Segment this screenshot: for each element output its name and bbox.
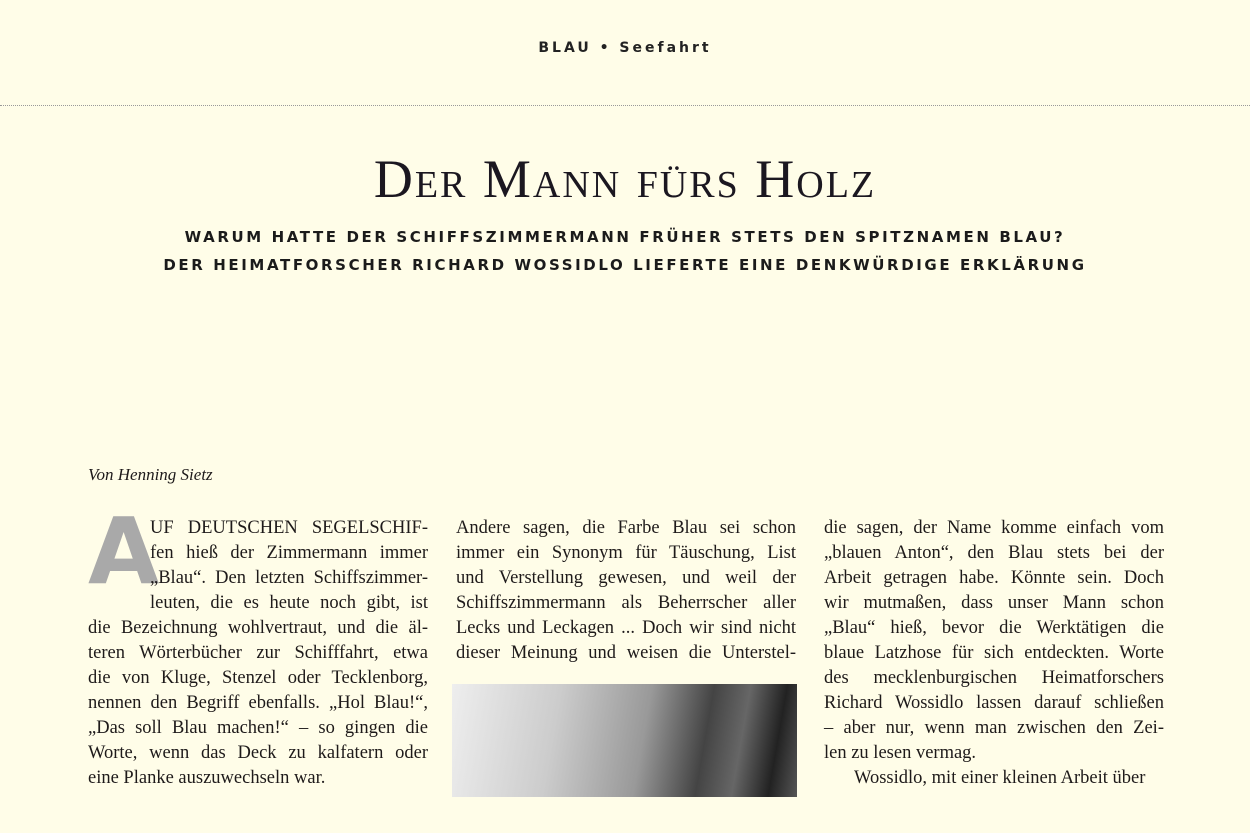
text-line: Lecks und Leckagen ... Doch wir sind nicht xyxy=(456,618,796,638)
article-title: Der Mann fürs Holz xyxy=(373,149,877,209)
text-line: „Blau“ hieß, bevor die Werktätigen die xyxy=(824,618,1164,638)
section-kicker: BLAU • Seefahrt xyxy=(538,40,712,56)
column-2 xyxy=(456,516,796,666)
text-line: len zu lesen vermag. xyxy=(824,743,977,763)
author-byline: Von Henning Sietz xyxy=(88,465,213,484)
text-line: Andere sagen, die Farbe Blau sei schon xyxy=(456,518,796,538)
text-line: Wossidlo, mit einer kleinen Arbeit über xyxy=(854,768,1146,788)
text-line: dieser Meinung und weisen die Unterstel- xyxy=(456,643,796,663)
text-line: nennen den Begriff ebenfalls. „Hol Blau!“, xyxy=(88,693,428,713)
text-line: „blauen Anton“, den Blau stets bei der xyxy=(824,543,1164,563)
text-line: UF DEUTSCHEN SEGELSCHIF- xyxy=(150,518,428,538)
text-line: blaue Latzhose für sich entdeckten. Worte xyxy=(824,643,1164,663)
text-line: des mecklenburgischen Heimatforschers xyxy=(824,668,1164,688)
text-line: und Verstellung gewesen, und weil der xyxy=(456,568,796,588)
text-line: die sagen, der Name komme einfach vom xyxy=(824,518,1164,538)
text-line: leuten, die es heute noch gibt, ist xyxy=(150,593,428,613)
text-line: fen hieß der Zimmermann immer xyxy=(150,543,428,563)
text-line: „Das soll Blau machen!“ – so gingen die xyxy=(88,718,428,738)
dotted-divider xyxy=(0,105,1250,106)
subtitle-line-1: WARUM HATTE DER SCHIFFSZIMMERMANN FRÜHER STETS DEN SPITZNAMEN BLAU? xyxy=(184,228,1066,246)
column-3 xyxy=(824,516,1164,791)
text-line: Richard Wossidlo lassen darauf schließen xyxy=(824,693,1164,713)
text-line: Schiffszimmermann als Beherrscher aller xyxy=(456,593,796,613)
text-line: wir mutmaßen, dass unser Mann schon xyxy=(824,593,1164,613)
text-line: „Blau“. Den letzten Schiffszimmer- xyxy=(150,568,428,588)
text-line: immer ein Synonym für Täuschung, List xyxy=(456,543,796,563)
text-line: die von Kluge, Stenzel oder Tecklenborg, xyxy=(88,668,428,688)
subtitle-line-2: DER HEIMATFORSCHER RICHARD WOSSIDLO LIEFERTE EINE DENKWÜRDIGE ERKLÄRUNG xyxy=(163,256,1087,274)
drop-cap: A xyxy=(88,498,160,605)
text-line: eine Planke auszuwechseln war. xyxy=(88,768,326,788)
text-line: teren Wörterbücher zur Schifffahrt, etwa xyxy=(88,643,428,663)
column-1 xyxy=(88,516,428,791)
text-line: die Bezeichnung wohlvertraut, und die äl- xyxy=(88,618,428,638)
ship-illustration-image xyxy=(452,684,797,797)
text-line: Worte, wenn das Deck zu kalfatern oder xyxy=(88,743,428,763)
text-line: – aber nur, wenn man zwischen den Zei- xyxy=(824,718,1164,738)
text-line: Arbeit getragen habe. Könnte sein. Doch xyxy=(824,568,1164,588)
